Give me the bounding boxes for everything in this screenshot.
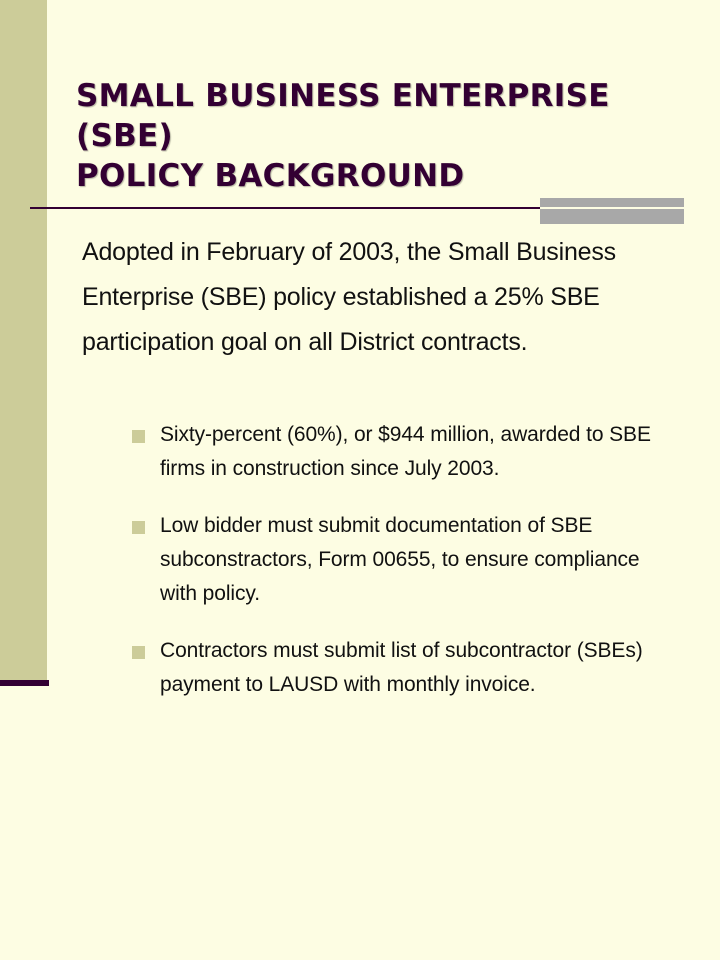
bullet-text: Sixty-percent (60%), or $944 million, awarded to SBE firms in construction since July 2003. <box>160 423 651 480</box>
slide-title-line-1: SMALL BUSINESS ENTERPRISE (SBE) <box>76 78 610 154</box>
title-divider-block-stripe <box>540 207 684 209</box>
square-bullet-icon <box>132 521 145 534</box>
bullet-text: Low bidder must submit documentation of SBE subconstractors, Form 00655, to ensure compliance with policy. <box>160 514 640 605</box>
slide-title <box>76 76 696 196</box>
title-divider-block <box>540 198 684 224</box>
bullet-text: Contractors must submit list of subcontractor (SBEs) payment to LAUSD with monthly invoice. <box>160 639 643 696</box>
left-decorative-bar <box>0 0 47 680</box>
title-divider-line <box>30 207 542 209</box>
intro-paragraph: Adopted in February of 2003, the Small Business Enterprise (SBE) policy established a 25% SBE participation goal on all District contracts. <box>82 238 616 356</box>
square-bullet-icon <box>132 430 145 443</box>
square-bullet-icon <box>132 646 145 659</box>
bullet-list <box>132 418 672 725</box>
bullet-item <box>132 634 672 702</box>
bullet-item <box>132 509 672 611</box>
left-bar-accent <box>0 680 49 686</box>
bullet-item <box>132 418 672 486</box>
slide-title-line-2: POLICY BACKGROUND <box>76 158 465 194</box>
